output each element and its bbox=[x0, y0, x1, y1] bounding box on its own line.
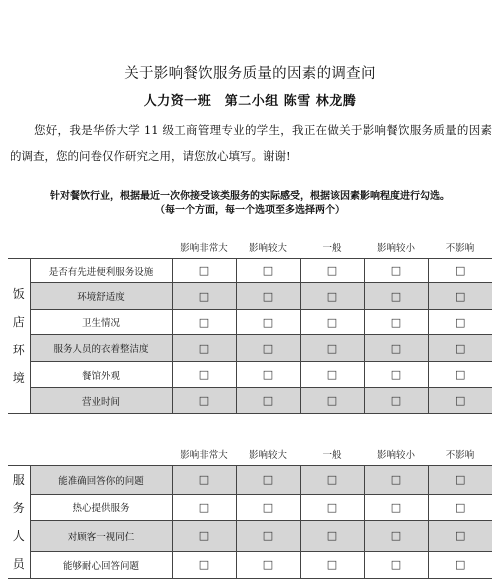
answer-checkbox[interactable]: □ bbox=[236, 494, 300, 520]
option-header: 一般 bbox=[322, 243, 342, 254]
answer-checkbox[interactable]: □ bbox=[364, 494, 428, 520]
answer-checkbox[interactable]: □ bbox=[172, 310, 236, 335]
answer-checkbox[interactable]: □ bbox=[300, 335, 364, 362]
question-label: 服务人员的衣着整洁度 bbox=[30, 335, 172, 362]
answer-checkbox[interactable]: □ bbox=[428, 335, 492, 362]
section-label-char: 环 bbox=[12, 343, 25, 357]
question-row bbox=[8, 362, 492, 388]
answer-checkbox[interactable]: □ bbox=[236, 259, 300, 283]
question-row bbox=[8, 283, 492, 310]
answer-checkbox[interactable]: □ bbox=[236, 362, 300, 388]
answer-checkbox[interactable]: □ bbox=[236, 335, 300, 362]
answer-checkbox[interactable]: □ bbox=[236, 283, 300, 310]
answer-checkbox[interactable]: □ bbox=[172, 335, 236, 362]
header-spacer bbox=[30, 236, 172, 259]
question-row bbox=[8, 466, 492, 495]
answer-checkbox[interactable]: □ bbox=[364, 388, 428, 414]
question-label: 热心提供服务 bbox=[30, 494, 172, 520]
section-label-char: 境 bbox=[12, 371, 25, 385]
answer-checkbox[interactable]: □ bbox=[364, 335, 428, 362]
answer-checkbox[interactable]: □ bbox=[300, 520, 364, 551]
answer-checkbox[interactable]: □ bbox=[172, 362, 236, 388]
answer-checkbox[interactable]: □ bbox=[428, 520, 492, 551]
header-spacer bbox=[8, 236, 30, 259]
instruction-line-2: （每一个方面，每一个选项至多选择两个） bbox=[155, 205, 345, 216]
option-header: 影响较大 bbox=[248, 243, 287, 254]
question-row bbox=[8, 520, 492, 551]
question-row bbox=[8, 388, 492, 414]
options-header-row bbox=[8, 236, 492, 259]
answer-checkbox[interactable]: □ bbox=[300, 388, 364, 414]
answer-checkbox[interactable]: □ bbox=[172, 259, 236, 283]
answer-checkbox[interactable]: □ bbox=[428, 388, 492, 414]
answer-checkbox[interactable]: □ bbox=[428, 259, 492, 283]
option-header: 影响较小 bbox=[376, 450, 415, 461]
option-header: 不影响 bbox=[445, 450, 475, 461]
answer-checkbox[interactable]: □ bbox=[364, 551, 428, 578]
document-title: 关于影响餐饮服务质量的因素的调查问 bbox=[124, 66, 376, 82]
instruction-line-1: 针对餐饮行业，根据最近一次你接受该类服务的实际感受，根据该因素影响程度进行勾选。 bbox=[50, 191, 450, 202]
answer-checkbox[interactable]: □ bbox=[300, 362, 364, 388]
section-label-char: 人 bbox=[12, 529, 25, 543]
question-label: 餐馆外观 bbox=[30, 362, 172, 388]
intro-paragraph: 您好，我是华侨大学 11 级工商管理专业的学生，我正在做关于影响餐饮服务质量的因素的调查，您的问卷仅作研究之用，请您放心填写。谢谢! bbox=[10, 123, 492, 163]
section-label-char: 服 bbox=[12, 473, 25, 487]
answer-checkbox[interactable]: □ bbox=[428, 310, 492, 335]
section-label bbox=[8, 259, 30, 414]
instruction-block bbox=[0, 190, 500, 218]
answer-checkbox[interactable]: □ bbox=[172, 551, 236, 578]
answer-checkbox[interactable]: □ bbox=[428, 551, 492, 578]
question-label: 对顾客一视同仁 bbox=[30, 520, 172, 551]
answer-checkbox[interactable]: □ bbox=[428, 283, 492, 310]
question-label: 是否有先进便利服务设施 bbox=[30, 259, 172, 283]
answer-checkbox[interactable]: □ bbox=[172, 466, 236, 495]
option-header: 影响较大 bbox=[248, 450, 287, 461]
questionnaire-table-environment bbox=[8, 236, 492, 414]
answer-checkbox[interactable]: □ bbox=[172, 520, 236, 551]
options-header-row bbox=[8, 443, 492, 466]
answer-checkbox[interactable]: □ bbox=[300, 310, 364, 335]
question-label: 卫生情况 bbox=[30, 310, 172, 335]
section-label-char: 饭 bbox=[12, 287, 25, 301]
answer-checkbox[interactable]: □ bbox=[300, 494, 364, 520]
section-label-char: 员 bbox=[12, 557, 25, 571]
answer-checkbox[interactable]: □ bbox=[236, 466, 300, 495]
answer-checkbox[interactable]: □ bbox=[300, 466, 364, 495]
option-header: 影响非常大 bbox=[180, 243, 228, 254]
answer-checkbox[interactable]: □ bbox=[172, 388, 236, 414]
option-header: 影响较小 bbox=[376, 243, 415, 254]
answer-checkbox[interactable]: □ bbox=[300, 259, 364, 283]
answer-checkbox[interactable]: □ bbox=[236, 310, 300, 335]
answer-checkbox[interactable]: □ bbox=[364, 520, 428, 551]
answer-checkbox[interactable]: □ bbox=[364, 310, 428, 335]
question-label: 能够耐心回答问题 bbox=[30, 551, 172, 578]
answer-checkbox[interactable]: □ bbox=[428, 466, 492, 495]
answer-checkbox[interactable]: □ bbox=[172, 283, 236, 310]
question-row bbox=[8, 259, 492, 283]
answer-checkbox[interactable]: □ bbox=[428, 362, 492, 388]
answer-checkbox[interactable]: □ bbox=[428, 494, 492, 520]
section-label-char: 务 bbox=[12, 501, 25, 515]
section-label bbox=[8, 466, 30, 579]
question-label: 营业时间 bbox=[30, 388, 172, 414]
questionnaire-table-staff bbox=[8, 443, 492, 579]
document-subtitle: 人力资一班 第二小组 陈雪 林龙腾 bbox=[143, 94, 357, 109]
answer-checkbox[interactable]: □ bbox=[364, 283, 428, 310]
answer-checkbox[interactable]: □ bbox=[236, 388, 300, 414]
question-row bbox=[8, 310, 492, 335]
header-spacer bbox=[8, 443, 30, 466]
question-row bbox=[8, 494, 492, 520]
answer-checkbox[interactable]: □ bbox=[364, 466, 428, 495]
option-header: 不影响 bbox=[445, 243, 475, 254]
answer-checkbox[interactable]: □ bbox=[364, 259, 428, 283]
answer-checkbox[interactable]: □ bbox=[172, 494, 236, 520]
question-row bbox=[8, 335, 492, 362]
answer-checkbox[interactable]: □ bbox=[300, 283, 364, 310]
question-label: 环境舒适度 bbox=[30, 283, 172, 310]
answer-checkbox[interactable]: □ bbox=[300, 551, 364, 578]
option-header: 影响非常大 bbox=[180, 450, 228, 461]
answer-checkbox[interactable]: □ bbox=[364, 362, 428, 388]
answer-checkbox[interactable]: □ bbox=[236, 520, 300, 551]
option-header: 一般 bbox=[322, 450, 342, 461]
section-label-char: 店 bbox=[12, 315, 25, 329]
question-label: 能准确回答你的问题 bbox=[30, 466, 172, 495]
header-spacer bbox=[30, 443, 172, 466]
answer-checkbox[interactable]: □ bbox=[236, 551, 300, 578]
